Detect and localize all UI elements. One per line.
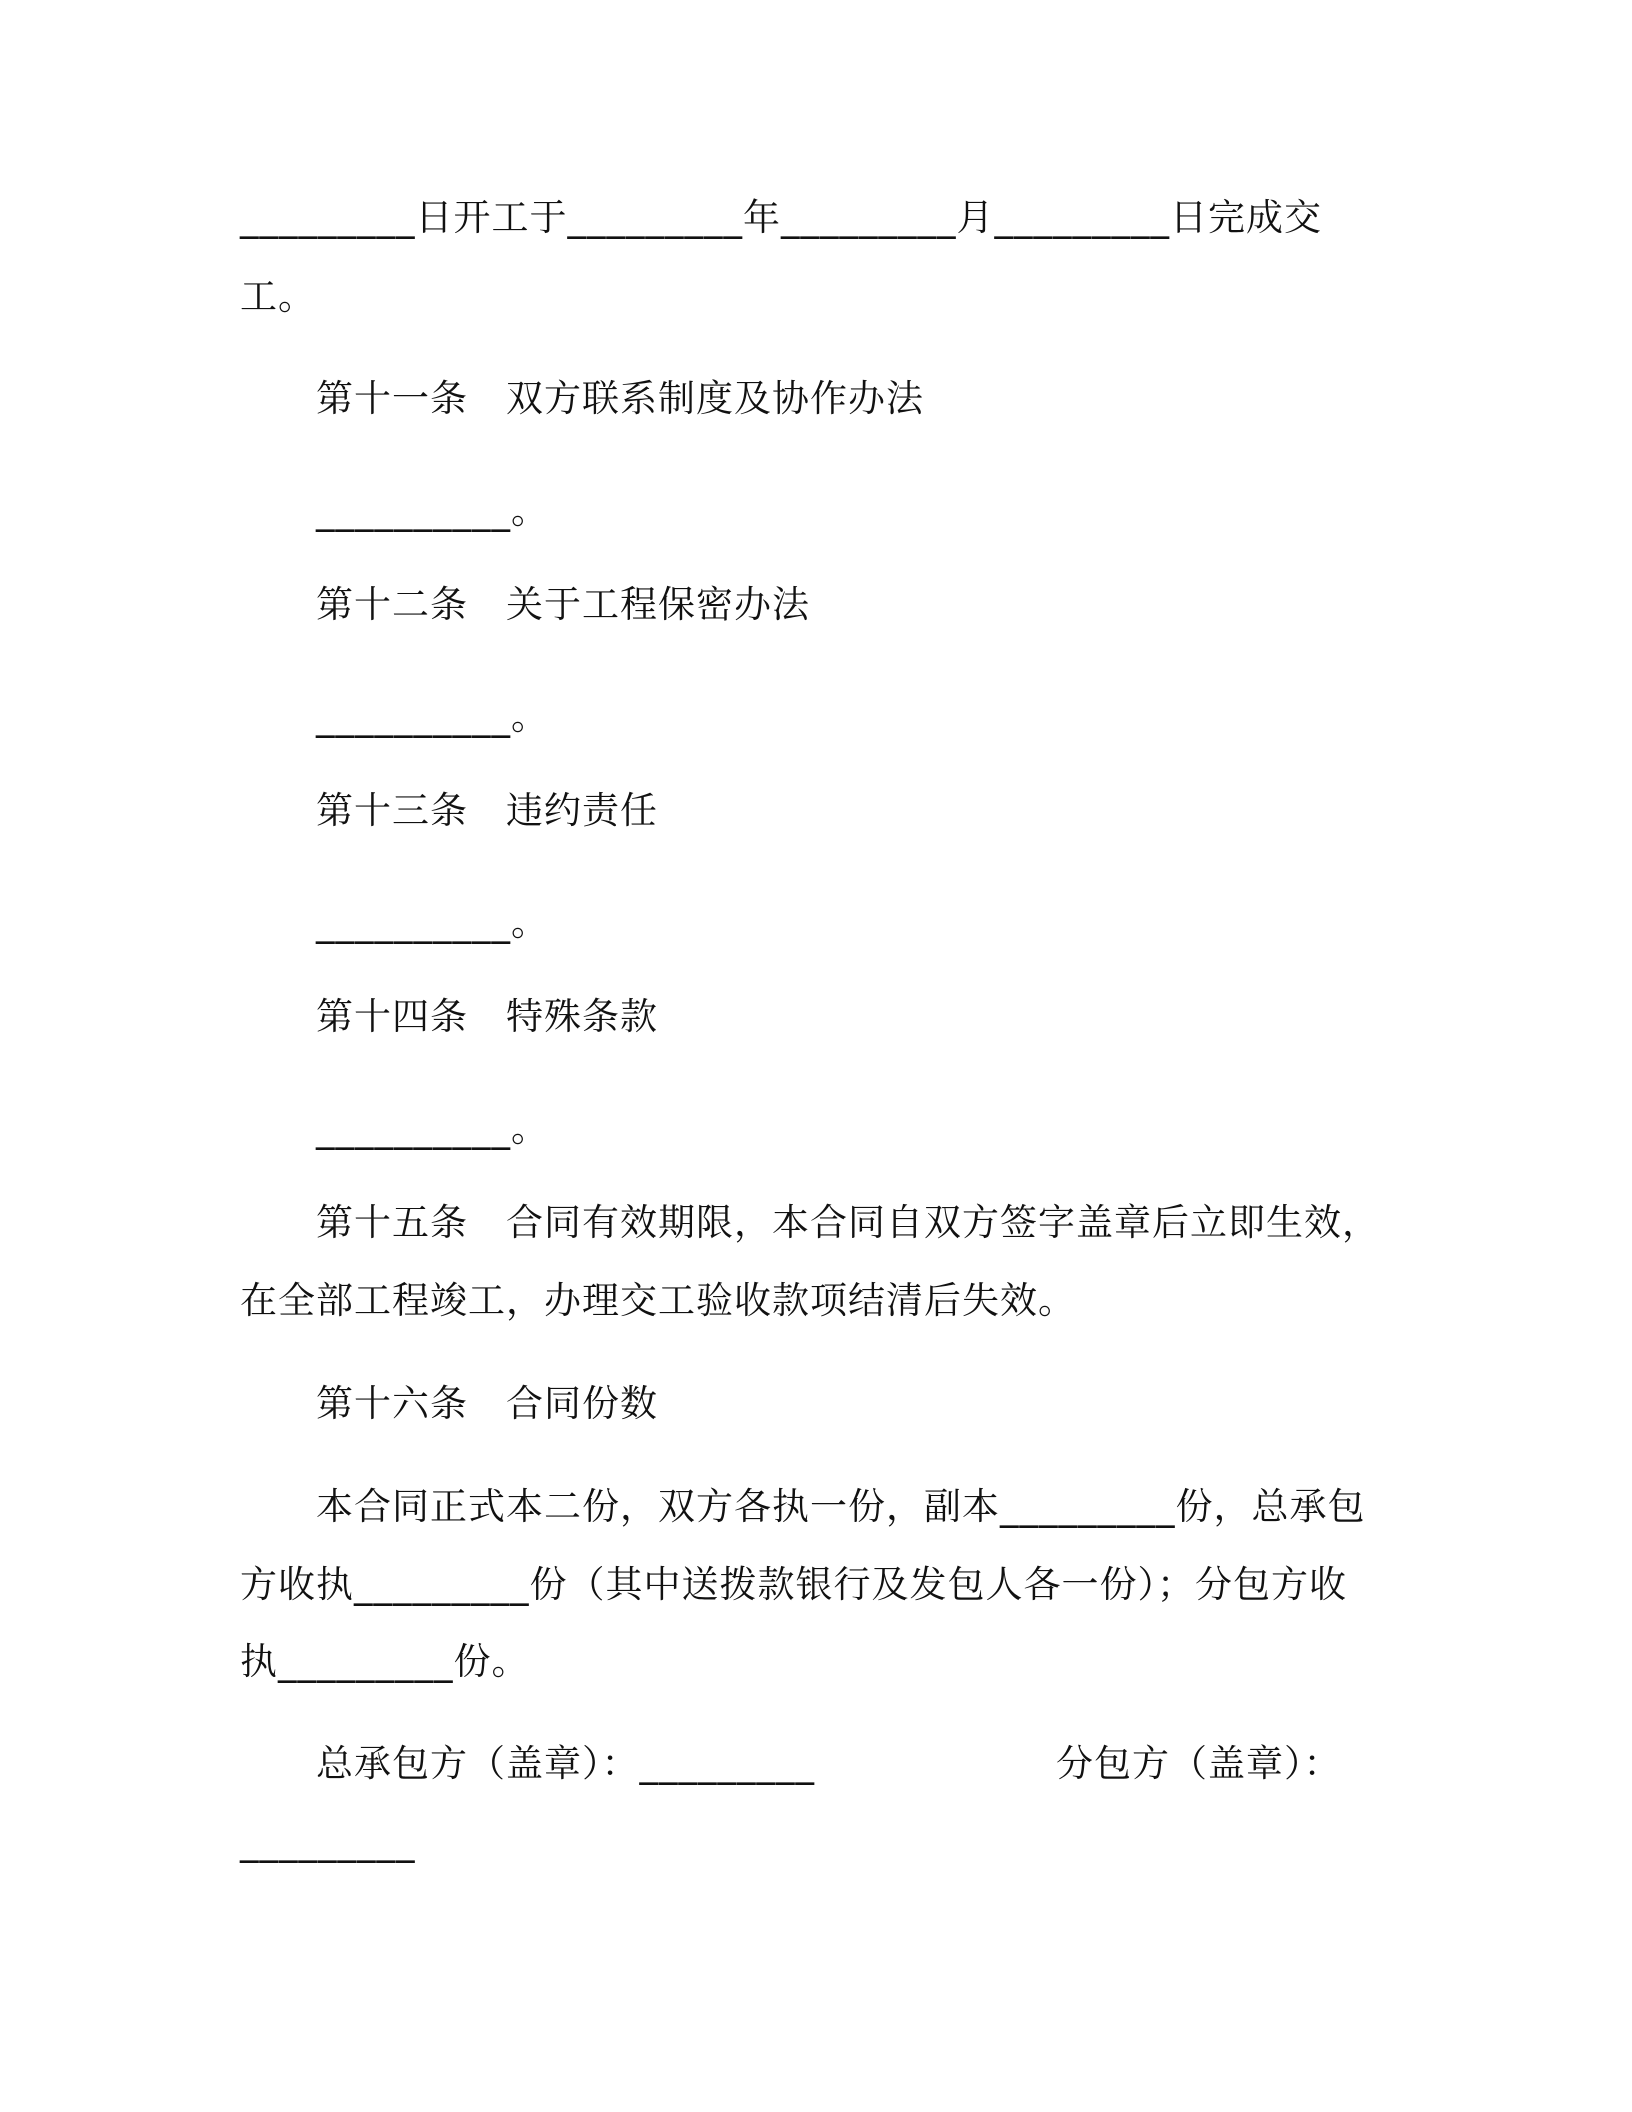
subcontractor-seal-blank: _________ — [240, 1820, 416, 1863]
article-14-heading: 第十四条 特殊条款 — [316, 995, 658, 1038]
copies-line-1: 本合同正式本二份，双方各执一份，副本_________份，总承包 — [316, 1485, 1366, 1528]
article-15-line-2: 在全部工程竣工，办理交工验收款项结清后失效。 — [240, 1279, 1076, 1322]
article-11-heading: 第十一条 双方联系制度及协作办法 — [316, 377, 924, 420]
text-line-1: _________日开工于_________年_________月_________日完成交 — [240, 196, 1322, 239]
text-line-2: 工。 — [240, 275, 316, 318]
article-16-heading: 第十六条 合同份数 — [316, 1382, 658, 1425]
article-14-blank: __________。 — [316, 1107, 549, 1150]
copies-line-3: 执_________份。 — [240, 1640, 530, 1683]
general-contractor-seal-label: 总承包方（盖章）：_________ — [316, 1742, 815, 1785]
article-13-heading: 第十三条 违约责任 — [316, 789, 658, 832]
article-11-blank: __________。 — [316, 489, 549, 532]
article-12-heading: 第十二条 关于工程保密办法 — [316, 583, 810, 626]
subcontractor-seal-label: 分包方（盖章）： — [1056, 1742, 1342, 1785]
article-13-blank: __________。 — [316, 901, 549, 944]
article-15-line-1: 第十五条 合同有效期限，本合同自双方签字盖章后立即生效， — [316, 1201, 1380, 1244]
copies-line-2: 方收执_________份（其中送拨款银行及发包人各一份）；分包方收 — [240, 1563, 1347, 1606]
article-12-blank: __________。 — [316, 695, 549, 738]
